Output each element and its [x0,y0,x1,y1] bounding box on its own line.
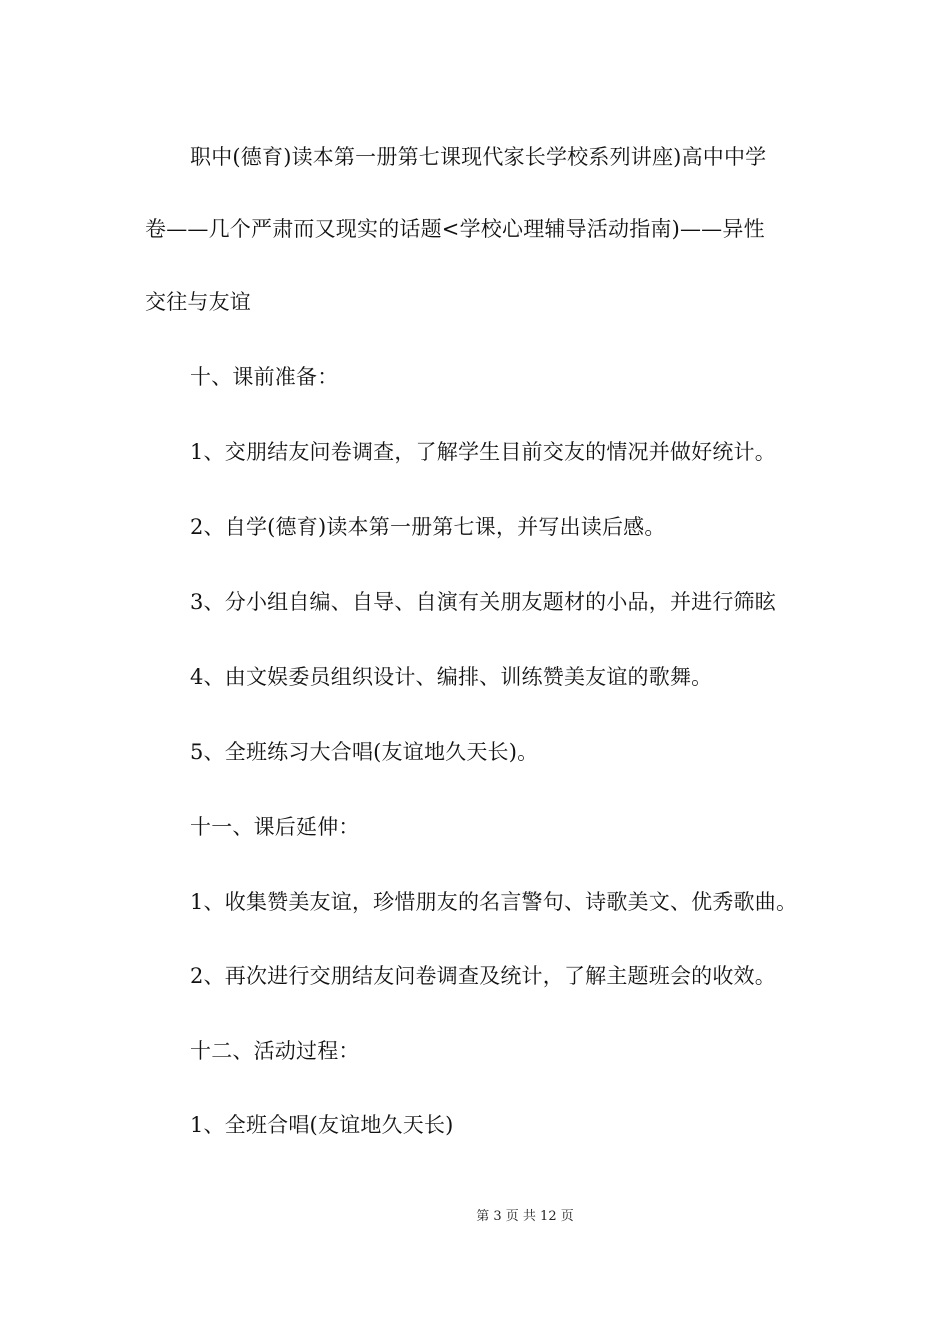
section-12-item-1: 1、全班合唱(友谊地久天长) [190,1113,454,1137]
section-10-item-2: 2、自学(德育)读本第一册第七课，并写出读后感。 [190,515,666,539]
page-number-text: 第 3 页 共 12 页 [476,1209,574,1224]
section-10-item-1: 1、交朋结友问卷调查，了解学生目前交友的情况并做好统计。 [190,440,776,464]
intro-line-1: 职中(德育)读本第一册第七课现代家长学校系列讲座)高中中学 [190,145,767,169]
section-10-item-4: 4、由文娱委员组织设计、编排、训练赞美友谊的歌舞。 [190,665,713,689]
section-10-heading: 十、课前准备： [190,365,339,389]
page-footer [0,1207,950,1227]
intro-line-2: 卷——几个严肃而又现实的话题<学校心理辅导活动指南)——异性 [145,217,765,241]
section-12-heading: 十二、活动过程： [190,1039,360,1063]
section-10-item-5: 5、全班练习大合唱(友谊地久天长)。 [190,740,539,764]
section-11-heading: 十一、课后延伸： [190,815,360,839]
intro-line-3: 交往与友谊 [145,290,251,314]
section-10-item-3: 3、分小组自编、自导、自演有关朋友题材的小品，并进行筛眩 [190,590,776,614]
section-11-item-2: 2、再次进行交朋结友问卷调查及统计，了解主题班会的收效。 [190,964,776,988]
section-11-item-1: 1、收集赞美友谊，珍惜朋友的名言警句、诗歌美文、优秀歌曲。 [190,890,798,914]
